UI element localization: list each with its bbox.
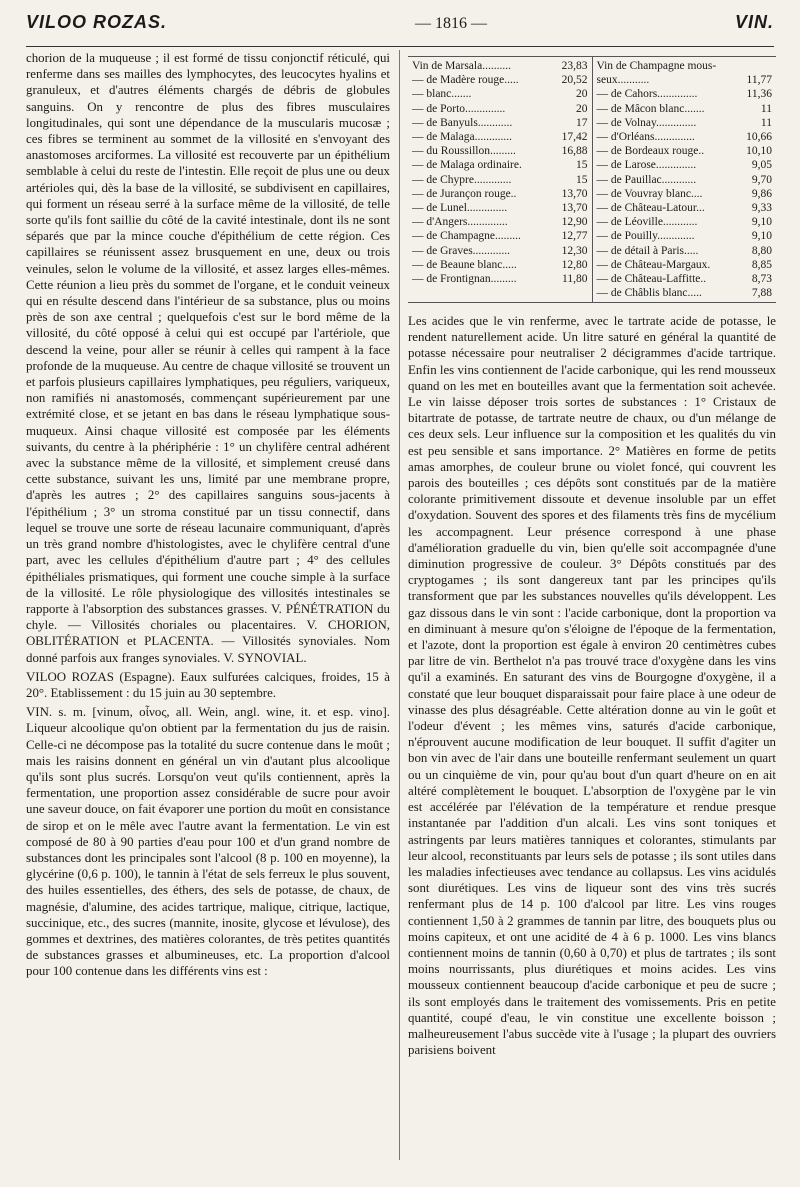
wine-table-row [412, 59, 588, 73]
wine-table-row [597, 59, 773, 73]
wine-name: — de Porto.............. [412, 102, 506, 115]
alcohol-percent: 8,73 [751, 273, 772, 286]
wine-table-row [597, 258, 773, 272]
left-column [26, 50, 390, 980]
wine-table-row [412, 187, 588, 201]
wine-table-row [412, 173, 588, 187]
wine-name: — d'Angers.............. [412, 216, 508, 229]
alcohol-percent: 10,66 [746, 131, 772, 144]
wine-table-row [597, 272, 773, 286]
wine-table-row [597, 229, 773, 243]
page-number: — 1816 — [415, 15, 487, 32]
wine-alcohol-table [408, 56, 776, 303]
alcohol-percent: 13,70 [561, 202, 588, 215]
wine-name: — de Larose.............. [596, 159, 697, 172]
wine-table-row [412, 229, 588, 243]
wine-name: — de Léoville............ [596, 216, 698, 229]
wine-name: — de Lunel.............. [412, 202, 508, 215]
wine-name: — de Champagne......... [412, 230, 521, 243]
wine-name: — de Vouvray blanc.... [596, 187, 703, 200]
wine-name: — de Château-Laffitte.. [596, 273, 707, 286]
villosite-paragraph: chorion de la muqueuse ; il est formé de tissu conjonctif réticulé, qui renferme dans ses mailles des lymphocytes, des leucocytes hyalins et granuleux, et d'autres éléments chargés de débris de globules sanguins. On y rencontre de plus des fibres musculaires longitudinales, qui sont une dépendance de la muscularis mucosæ ; ces fibres se terminent au sommet de la villosité en s'envoyant des anastomoses arciformes. La villosité est recouverte par un épithélium semblable à celui du reste de l'intestin. Elle reçoit de plus une ou deux artérioles qui, dès la base de la villosité, se subdivisent en capillaires, qui forment un réseau serré à la surface même de la villosité, de telle sorte qu'ils font saillie du côté de la cavité intestinale, dont ils ne sont séparés que par la mince couche d'épithélium de cette région. Ces capillaires se réunissent assez brusquement en une, deux ou trois veinules, selon le volume de la villosité, et assez larges elles-mêmes. Cette réunion a lieu près du sommet de l'organe, et le conduit veineux qui en résulte descend dans l'intérieur de sa substance, plus ou moins près de son axe central ; quelquefois c'est sur le bord même de la villosité, du côté opposé à celui qui est occupé par l'artériole, que descend la veine, pour aller se réunir à celles qui rampent à la face profonde de la muqueuse. Au centre de chaque villosité se trouvent un et parfois plusieurs capillaires lymphatiques, peu réguliers, variqueux, non ramifiés ni anastomosés, commençant supérieurement par une extrémité close, et se jetant en bas dans le réseau lymphatique sous-muqueux. Ainsi chaque villosité est composée par les éléments suivants, du centre à la phériphérie : 1° un chylifère central adhérent avec la substance même de la villosité, et simplement creusé dans cette substance, suivant les uns, limité par une membrane propre, d'après les autres ; 2° des capillaires sanguins sous-jacents à l'épithélium ; 3° un stroma constitué par un tissu connectif, dans lequel se trouve une sorte de réseau lacunaire communiquant, d'après un très grand nombre d'histologistes, avec le chylifère central d'une part, avec les cellules d'épithélium d'autre part ; 4° des cellules épithéliales prismatiques, qui forment une couche simple à la surface de la villosité. Le rôle physiologique des villosités intestinales se rapporte à l'absorption des substances grasses. V. PÉNÉTRATION du chyle. — Villosités choriales ou placentaires. V. CHORION, OBLITÉRATION et PLACENTA. — Villosités synoviales. Nom donné parfois aux franges synoviales. V. SYNOVIAL. [26, 51, 390, 665]
wine-table-right-column [592, 57, 777, 302]
wine-name: — de Pouilly............. [596, 230, 695, 243]
wine-table-row [597, 187, 773, 201]
alcohol-percent: 7,88 [751, 287, 772, 300]
wine-table-left-column [408, 57, 592, 302]
wine-name: — de Malaga ordinaire. [412, 159, 522, 172]
wine-table-row [597, 215, 773, 229]
alcohol-percent: 13,70 [561, 187, 588, 200]
wine-table-row [597, 130, 773, 144]
wine-name: seux........... [596, 74, 650, 87]
wine-table-row [412, 102, 588, 116]
wine-name: Vin de Champagne mous- [596, 60, 717, 72]
alcohol-percent: 9,10 [751, 216, 772, 229]
wine-name: — de Jurançon rouge.. [412, 187, 517, 200]
running-header [26, 12, 774, 47]
header-left-word: VILOO ROZAS. [26, 12, 168, 32]
wine-name: — de Madère rouge..... [412, 74, 519, 87]
wine-name: — de Château-Margaux. [596, 258, 711, 271]
wine-name: — d'Orléans.............. [596, 131, 695, 144]
wine-name: — de Volnay.............. [596, 116, 697, 129]
viloo-rozas-entry: VILOO ROZAS (Espagne). Eaux sulfurées calciques, froides, 15 à 20°. Etablissement : du 15 juin au 30 septembre. [26, 669, 390, 700]
alcohol-percent [738, 59, 772, 73]
alcohol-percent: 9,33 [751, 202, 772, 215]
right-column [408, 313, 776, 1058]
wine-table-row [412, 215, 588, 229]
wine-name: — de Pauillac............ [596, 173, 697, 186]
wine-table-row [597, 116, 773, 130]
alcohol-percent: 23,83 [561, 60, 588, 72]
column-divider [399, 50, 400, 1160]
alcohol-percent: 11 [760, 116, 772, 129]
wine-table-row [597, 158, 773, 172]
wine-table-row [597, 73, 773, 87]
wine-name: — de détail à Paris..... [596, 244, 699, 257]
wine-name: — de Château-Latour... [596, 202, 705, 215]
alcohol-percent: 20 [576, 88, 588, 101]
alcohol-percent: 17,42 [561, 131, 588, 144]
alcohol-percent: 9,86 [751, 187, 772, 200]
wine-name: — de Mâcon blanc....... [596, 102, 705, 115]
alcohol-percent: 11,36 [746, 88, 772, 101]
wine-table-row [597, 102, 773, 116]
alcohol-percent: 11,80 [562, 273, 588, 286]
wine-table-row [597, 87, 773, 101]
header-right-word: VIN. [734, 12, 774, 32]
wine-name: Vin de Marsala.......... [412, 60, 511, 72]
wine-name: — de Graves............. [412, 244, 511, 257]
alcohol-percent: 12,90 [561, 216, 588, 229]
vin-entry-intro: VIN. s. m. [vinum, οἶνος, all. Wein, angl. wine, it. et esp. vino]. Liqueur alcoolique qu'on obtient par la fermentation du jus de raisin. Celle-ci ne décompose pas la totalité du sucre contenue dans le moût ; mais les raisins donnent en général un vin d'autant plus alcoolique qu'ils sont plus sucrés. Lorsqu'on veut qu'ils contiennent, après la fermentation, une proportion assez considérable de sucre pour avoir une saveur douce, on fait évaporer une portion du moût en consistance de sirop et on le mêle avec l'autre avant la fermentation. Le vin est composé de 80 à 90 parties d'eau pour 100 et d'un grand nombre de substances dont les principales sont l'alcool (8 p. 100 en moyenne), la glycérine (0,6 p. 100), le tannin à l'état de sels ferreux le plus souvent, des huiles essentielles, des éthers, des sels de potasse, de chaux, de magnésie, d'alumine, des acides tartrique, malique, citrique, lactique, succinique, etc., des sucres (mannite, inosite, glycose et lévulose), des gommes et dextrines, des matières colorantes, de très petites quantités de substances grasses et albumineuses, etc. La proportion d'alcool pour 100 contenue dans les différents vins est : [26, 705, 390, 979]
wine-table-row [597, 286, 773, 300]
wine-name: — de Malaga............. [412, 131, 512, 144]
wine-table-row [412, 144, 588, 158]
wine-name: — du Roussillon......... [412, 145, 516, 158]
wine-name: — de Bordeaux rouge.. [596, 145, 705, 158]
wine-table-row [412, 130, 588, 144]
wine-table-row [597, 173, 773, 187]
alcohol-percent: 9,70 [751, 173, 772, 186]
wine-table-row [412, 158, 588, 172]
alcohol-percent: 12,77 [561, 230, 588, 243]
wine-name: — de Banyuls............ [412, 116, 513, 129]
wine-table-row [412, 201, 588, 215]
alcohol-percent: 15 [576, 173, 588, 186]
wine-table-row [412, 116, 588, 130]
wine-table-row [597, 244, 773, 258]
alcohol-percent: 8,85 [751, 258, 772, 271]
alcohol-percent: 9,05 [751, 159, 772, 172]
wine-name: — blanc....... [412, 88, 472, 101]
alcohol-percent: 20 [576, 102, 588, 115]
alcohol-percent: 11,77 [746, 74, 772, 87]
wine-name: — de Beaune blanc..... [412, 258, 517, 271]
alcohol-percent: 8,80 [751, 244, 772, 257]
wine-table-row [412, 272, 588, 286]
wine-table-row [412, 258, 588, 272]
wine-name: — de Frontignan......... [412, 273, 517, 286]
vin-acids-paragraph: Les acides que le vin renferme, avec le tartrate acide de potasse, le rendent naturellement acide. Un litre saturé en général la quantité de potasse nécessaire pour neutraliser 2 décigrammes d'acide tartrique. Enfin les vins contiennent de l'acide carbonique, qui les rend mousseux quand on les met en bouteilles avant que la fermentation soit achevée. Le vin laisse déposer trois sortes de substances : 1° Cristaux de bitartrate de potasse, de tartrate neutre de chaux, ou d'un mélange de ces deux sels. Leur influence sur la composition et les qualités du vin est peu sensible et sans importance. 2° Matières en forme de petits amas amorphes, de couleur brune ou violet foncé, qui couvrent les parois des bouteilles ; ces dépôts sont constitués par de la matière colorante primitivement dissoute et devenue insoluble par un effet d'oxydation. Souvent des spores et des filaments très fins de mycélium les accompagnent. Leur présence correspond à une phase d'amélioration graduelle du vin, bien qu'elle soit accompagnée d'une diminution progressive de couleur. 3° Dépôts constitués par des cryptogames ; ils sont dangereux tant par les principes qu'ils transforment que par les substances nouvelles qu'ils développent. Les gaz dissous dans le vin sont : l'acide carbonique, dont la proportion va en diminuant à mesure qu'on s'éloigne de l'époque de la fermentation, et l'azote, dont la proportion est égale à environ 20 centimètres cubes par litre de vin. Berthelot n'a pas trouvé trace d'oxygène dans les vins qu'il a examinés. En saturant des vins de Bourgogne d'oxygène, il a constaté que leur bouquet disparaissait pour faire place à une odeur de vinasse des plus désagréable. Cette altération donne au vin le goût et l'odeur d'évent ; les mêmes vins, saturés d'acide carbonique, n'éprouvent aucune modification de leur bouquet. Il suffit d'agiter un bon vin avec de l'air dans une bouteille renfermant seulement un quart ou un cinquième de vin, pour qu'au bout d'un quart d'heure on en ait altéré complètement le bouquet. L'absorption de l'oxygène par le vin est accélérée par l'élévation de la température et rendue presque instantanée par l'addition d'un alcali. Les vins sont toniques et astringents par leurs matières tanniques et colorantes, stimulants par leur alcool, reconstituants par leurs sels de potasse ; ils sont utiles dans les maladies infectieuses avec tendance au collapsus. Les vins acidulés sont diurétiques. Les vins de liqueur sont des vins très sucrés renfermant plus de 14 p. 100 d'alcool par litre. Les vins rouges contiennent 1,50 à 2 grammes de tannin par litre, des bouquets plus ou moins capiteux, et ont une acidité de 4 à 6 p. 1000. Les vins blancs contiennent moins de tannin (0,60 à 0,70) et plus de tartrates ; ils sont moins nourrissants, plus diurétiques et moins acides. Les vins mousseux contiennent beaucoup d'acide carbonique et peu de sucre ; ils sont employés dans le traitement des vomissements. Pris en petite quantité, coupé d'eau, le vin constitue une excellente boisson ; malheureusement l'abus succède vite à l'usage ; la plupart des ouvriers parisiens boivent [408, 314, 776, 1058]
alcohol-percent: 15 [576, 159, 588, 172]
alcohol-percent: 16,88 [561, 145, 588, 158]
wine-table-row [597, 201, 773, 215]
alcohol-percent: 10,10 [746, 145, 772, 158]
alcohol-percent: 12,30 [561, 244, 588, 257]
wine-table-row [412, 87, 588, 101]
wine-table-row [412, 73, 588, 87]
wine-name: — de Châblis blanc..... [596, 287, 702, 300]
alcohol-percent: 11 [760, 102, 772, 115]
wine-name: — de Cahors.............. [596, 88, 698, 101]
wine-name: — de Chypre............. [412, 173, 512, 186]
wine-table-row [597, 144, 773, 158]
wine-table-row [412, 244, 588, 258]
alcohol-percent: 12,80 [561, 258, 588, 271]
alcohol-percent: 20,52 [561, 74, 588, 87]
alcohol-percent: 17 [576, 116, 588, 129]
alcohol-percent: 9,10 [751, 230, 772, 243]
